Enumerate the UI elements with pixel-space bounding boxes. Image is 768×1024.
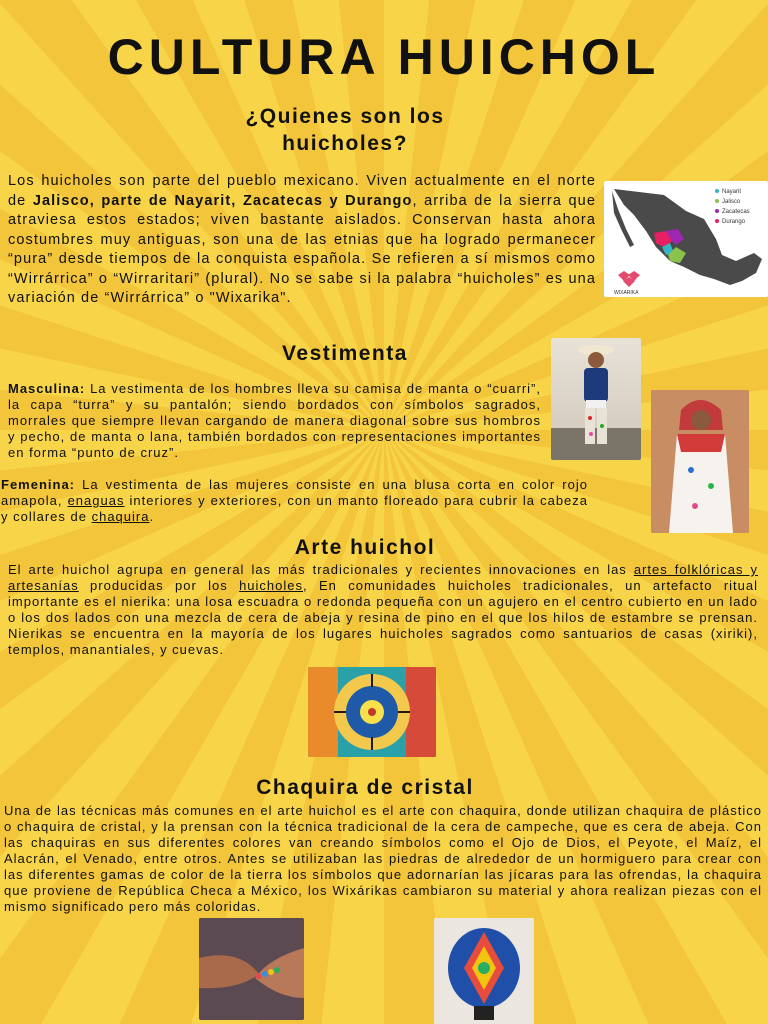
section-heading-quienes	[200, 103, 490, 157]
chaquira-link[interactable]: chaquira	[91, 509, 150, 524]
legend-item: Zacatecas	[722, 209, 750, 215]
nierika-artwork	[308, 667, 436, 757]
arte-text: , En comunidades huicholes tradicionales, un artefacto ritual importante es el nierika: una losa escuadra o redonda pequeña con un agujero en el centro cubierto en un lado o los dos lados con una mezcla de cera de abeja y resina de pino en el que los hilos de estambre se prensan. Nierikas se encuentra en la mayoría de los lugares huicholes sagrados como santuarios de casas (xiriki), templos, manantiales, y cuevas.	[8, 578, 758, 657]
huicholes-link[interactable]: huicholes	[239, 578, 304, 593]
femenina-text: La vestimenta de las mujeres consiste en una blusa corta en color rojo amapola,	[1, 477, 588, 508]
femenina-label: Femenina:	[1, 477, 76, 492]
legend-item: Durango	[722, 219, 746, 225]
wixarika-logo-icon	[618, 271, 640, 287]
beaded-egg-photo	[434, 918, 534, 1024]
femenina-text: .	[149, 509, 155, 524]
artes-folkloricas-link[interactable]: artes folklóricas y artesanías	[8, 562, 759, 593]
legend-item: Jalisco	[722, 199, 741, 205]
femenina-paragraph	[1, 477, 588, 525]
map-image	[604, 181, 768, 297]
section-heading-vestimenta: Vestimenta	[282, 342, 408, 365]
intro-bold-text: Jalisco, parte de Nayarit, Zacatecas y Durango	[32, 192, 413, 209]
logo-text: WIXARIKA	[614, 290, 639, 296]
arte-paragraph	[8, 562, 758, 658]
intro-paragraph	[8, 172, 596, 309]
legend-item: Nayarit	[722, 189, 742, 195]
femenina-text: interiores y exteriores, con un manto floreado para cubrir la cabeza y collares de	[1, 493, 589, 524]
masculina-paragraph	[8, 381, 541, 461]
heading-line: huicholes?	[282, 132, 408, 155]
enaguas-link[interactable]: enaguas	[67, 493, 125, 508]
section-heading-arte: Arte huichol	[294, 536, 436, 559]
heading-line: ¿Quienes son los	[245, 105, 445, 128]
intro-text: , arriba de la sierra que atraviesa estos estados; viven bastante aislados. Conservan hasta ahora costumbres muy antiguas, son una de las etnias que ha logrado permanecer “pura” desde tiempos de la conquista española. Se refieren a sí mismos como “Wirrárrica” o “Wirraritari” (plural). No se sabe si la palabra “huicholes” es una variación de “Wirrárrica” o "Wixarika".	[8, 192, 596, 306]
masculina-label: Masculina:	[8, 381, 86, 396]
arte-text: producidas por los	[78, 578, 240, 593]
arte-text: El arte huichol agrupa en general las más tradicionales y recientes innovaciones en las	[8, 562, 634, 577]
masculina-text: La vestimenta de los hombres lleva su camisa de manta o “cuarri”, la capa “turra” y su pantalón; siendo bordados con símbolos sagrados, morrales que siempre llevan cargando de manera diagonal sobre sus hombros y pecho, de manta o lana, también bordados con representaciones importantes en forma “punto de cruz”.	[8, 381, 541, 460]
man-outfit-photo	[551, 338, 641, 460]
section-heading-chaquira: Chaquira de cristal	[256, 776, 474, 799]
page-title: CULTURA HUICHOL	[107, 29, 661, 85]
woman-outfit-photo	[651, 390, 749, 533]
hands-beading-photo	[199, 918, 304, 1020]
intro-text: Los huicholes son parte del pueblo mexicano. Viven actualmente en el norte de	[8, 173, 596, 209]
map-of-mexico	[604, 181, 768, 297]
chaquira-paragraph: Una de las técnicas más comunes en el arte huichol es el arte con chaquira, donde utilizan chaquira de plástico o chaquira de cristal, y la prensan con la técnica tradicional de la cera de campeche, que es cera de abeja. Con las chaquiras en sus diferentes colores van creando símbolos como el Ojo de Dios, el Peyote, el Maíz, el Alacrán, el Venado, entre otros. Antes se utilizaban las piedras de alrededor de un hormiguero para crear con las diferentes gamas de color de la tierra los símbolos que adornarían las jícaras para las ofrendas, la chaquira que proviene de República Checa a México, los Wixárikas cambiaron su material y ahora realizan piezas con el mismo significado pero más coloridas.	[4, 803, 762, 914]
